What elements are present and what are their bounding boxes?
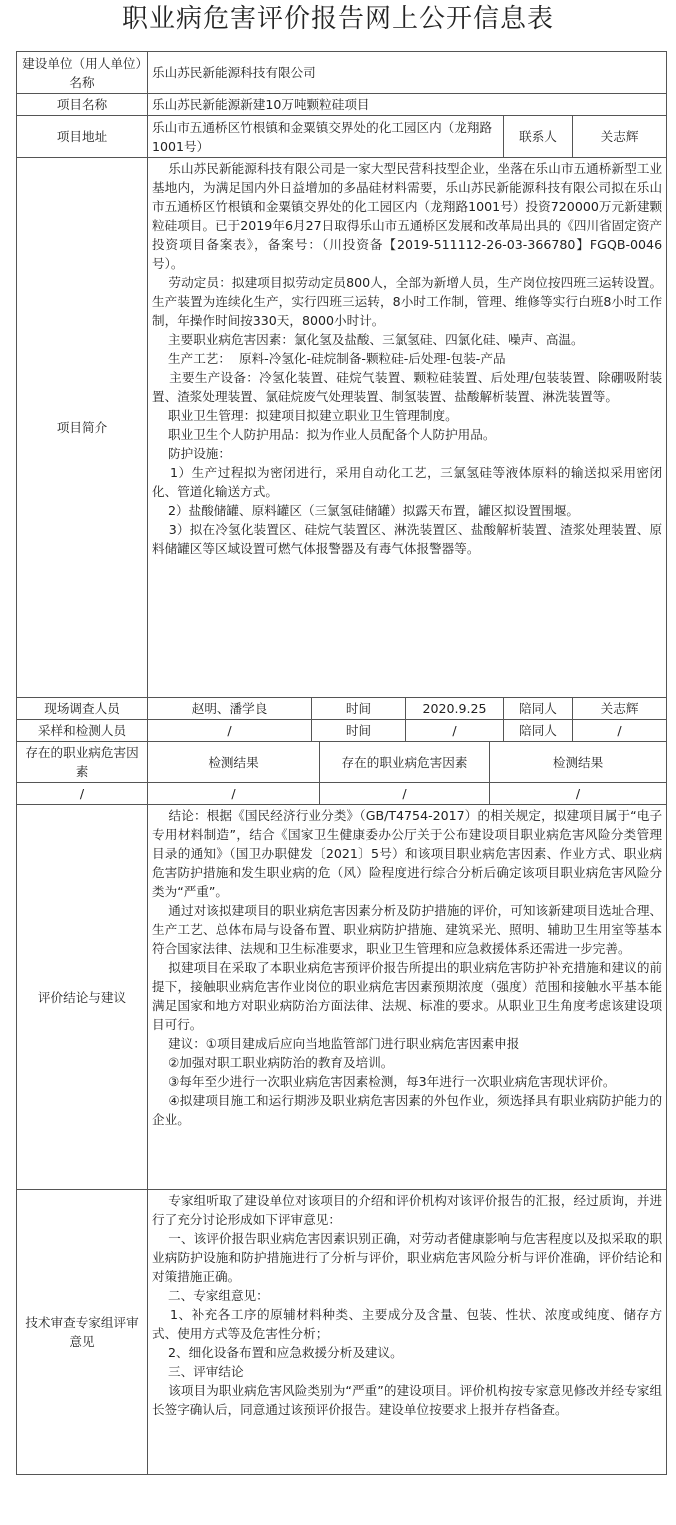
review-label: 技术审查专家组评审意见: [17, 1190, 148, 1475]
info-table: [16, 51, 667, 1475]
conclusion-label: 评价结论与建议: [17, 805, 148, 1190]
survey-value: 赵明、潘学良: [148, 698, 312, 720]
survey-label: 现场调查人员: [17, 698, 148, 720]
project-label: 项目名称: [17, 94, 148, 116]
sampling-escort: /: [573, 720, 667, 742]
address-label: 项目地址: [17, 116, 148, 158]
factor-value-1: /: [17, 783, 148, 805]
survey-time: 2020.9.25: [406, 698, 504, 720]
factor-label-2: 存在的职业病危害因素: [320, 742, 490, 783]
survey-escort-label: 陪同人: [504, 698, 573, 720]
result-value-1: /: [148, 783, 320, 805]
sampling-time-label: 时间: [312, 720, 406, 742]
page-title: 职业病危害评价报告网上公开信息表: [121, 4, 554, 34]
sampling-label: 采样和检测人员: [17, 720, 148, 742]
sampling-time: /: [406, 720, 504, 742]
factor-value-2: /: [320, 783, 490, 805]
address-value: 乐山市五通桥区竹根镇和金粟镇交界处的化工园区内（龙翔路1001号）: [148, 116, 504, 158]
survey-escort: 关志辉: [573, 698, 667, 720]
sampling-escort-label: 陪同人: [504, 720, 573, 742]
result-label-1: 检测结果: [148, 742, 320, 783]
result-label-2: 检测结果: [490, 742, 667, 783]
sampling-value: /: [148, 720, 312, 742]
unit-label: 建设单位（用人单位）名称: [17, 52, 148, 94]
contact-label: 联系人: [504, 116, 573, 158]
intro-label: 项目简介: [17, 158, 148, 698]
contact-value: 关志辉: [573, 116, 667, 158]
project-value: 乐山苏民新能源新建10万吨颗粒硅项目: [148, 94, 667, 116]
result-value-2: /: [490, 783, 667, 805]
unit-value: 乐山苏民新能源科技有限公司: [148, 52, 667, 94]
survey-time-label: 时间: [312, 698, 406, 720]
factor-label-1: 存在的职业病危害因素: [17, 742, 148, 783]
intro-text: 乐山苏民新能源科技有限公司是一家大型民营科技型企业，坐落在乐山市五通桥新型工业基地内，为满足国内外日益增加的多晶硅材料需要，乐山苏民新能源科技有限公司拟在乐山市五通桥区竹根镇和金粟镇交界处的化工园区内（龙翔路1001号）投资720000万元新建颗粒硅项目。已于2019年6月27日取得乐山市五通桥区发展和改革局出具的《四川省固定资产投资项目备案表》，备案号：（川投资备【2019-511112-26-03-366780】FGQB-0046号）。 劳动定员：拟建项目拟劳动定员800人，全部为新增人员，生产岗位按四班三运转设置。生产装置为连续化生产，实行四班三运转，8小时工作制，管理、维修等实行白班8小时工作制，年操作时间按330天，8000小时计。 主要职业病危害因素：氯化氢及盐酸、三氯氢硅、四氯化硅、噪声、高温。 生产工艺： 原料-冷氢化-硅烷制备-颗粒硅-后处理-包装-产品 主要生产设备：冷氢化装置、硅烷气装置、颗粒硅装置、后处理/包装装置、除硼吸附装置、渣浆处理装置、氯硅烷废气处理装置、制氢装置、盐酸解析装置、淋洗装置等。 职业卫生管理：拟建项目拟建立职业卫生管理制度。 职业卫生个人防护用品：拟为作业人员配备个人防护用品。 防护设施： 1）生产过程拟为密闭进行，采用自动化工艺，三氯氢硅等液体原料的输送拟采用密闭化、管道化输送方式。 2）盐酸储罐、原料罐区（三氯氢硅储罐）拟露天布置，罐区拟设置围堰。 3）拟在冷氢化装置区、硅烷气装置区、淋洗装置区、盐酸解析装置、渣浆处理装置、原料储罐区等区域设置可燃气体报警器及有毒气体报警器等。: [148, 158, 667, 698]
review-text: 专家组听取了建设单位对该项目的介绍和评价机构对该评价报告的汇报，经过质询，并进行了充分讨论形成如下评审意见： 一、该评价报告职业病危害因素识别正确，对劳动者健康影响与危害程度以及拟采取的职业病防护设施和防护措施进行了分析与评价，职业病危害风险分析与评价准确，评价结论和对策措施正确。 二、专家组意见： 1、补充各工序的原辅材料种类、主要成分及含量、包装、性状、浓度或纯度、储存方式、使用方式等及危害性分析； 2、细化设备布置和应急救援分析及建议。 三、评审结论 该项目为职业病危害风险类别为“严重”的建设项目。评价机构按专家意见修改并经专家组长签字确认后，同意通过该预评价报告。建设单位按要求上报并存档备查。: [148, 1190, 667, 1475]
conclusion-text: 结论：根据《国民经济行业分类》（GB/T4754-2017）的相关规定，拟建项目属于“电子专用材料制造”，结合《国家卫生健康委办公厅关于公布建设项目职业病危害风险分类管理目录的通知》（国卫办职健发〔2021〕5号）和该项目职业病危害因素、作业方式、职业病危害防护措施和发生职业病的危（风）险程度进行综合分析后确定该项目职业病危害风险分类为“严重”。 通过对该拟建项目的职业病危害因素分析及防护措施的评价，可知该新建项目选址合理、生产工艺、总体布局与设备布置、职业病防护措施、建筑采光、照明、辅助卫生用室等基本符合国家法律、法规和卫生标准要求，职业卫生管理和应急救援体系还需进一步完善。 拟建项目在采取了本职业病危害预评价报告所提出的职业病危害防护补充措施和建议的前提下，接触职业病危害作业岗位的职业病危害因素预期浓度（强度）范围和接触水平基本能满足国家和地方对职业病防治方面法律、法规、标准的要求。从职业卫生角度考虑该建设项目可行。 建议：①项目建成后应向当地监管部门进行职业病危害因素申报 ②加强对职工职业病防治的教育及培训。 ③每年至少进行一次职业病危害因素检测，每3年进行一次职业病危害现状评价。 ④拟建项目施工和运行期涉及职业病危害因素的外包作业，须选择具有职业病防护能力的企业。: [148, 805, 667, 1190]
